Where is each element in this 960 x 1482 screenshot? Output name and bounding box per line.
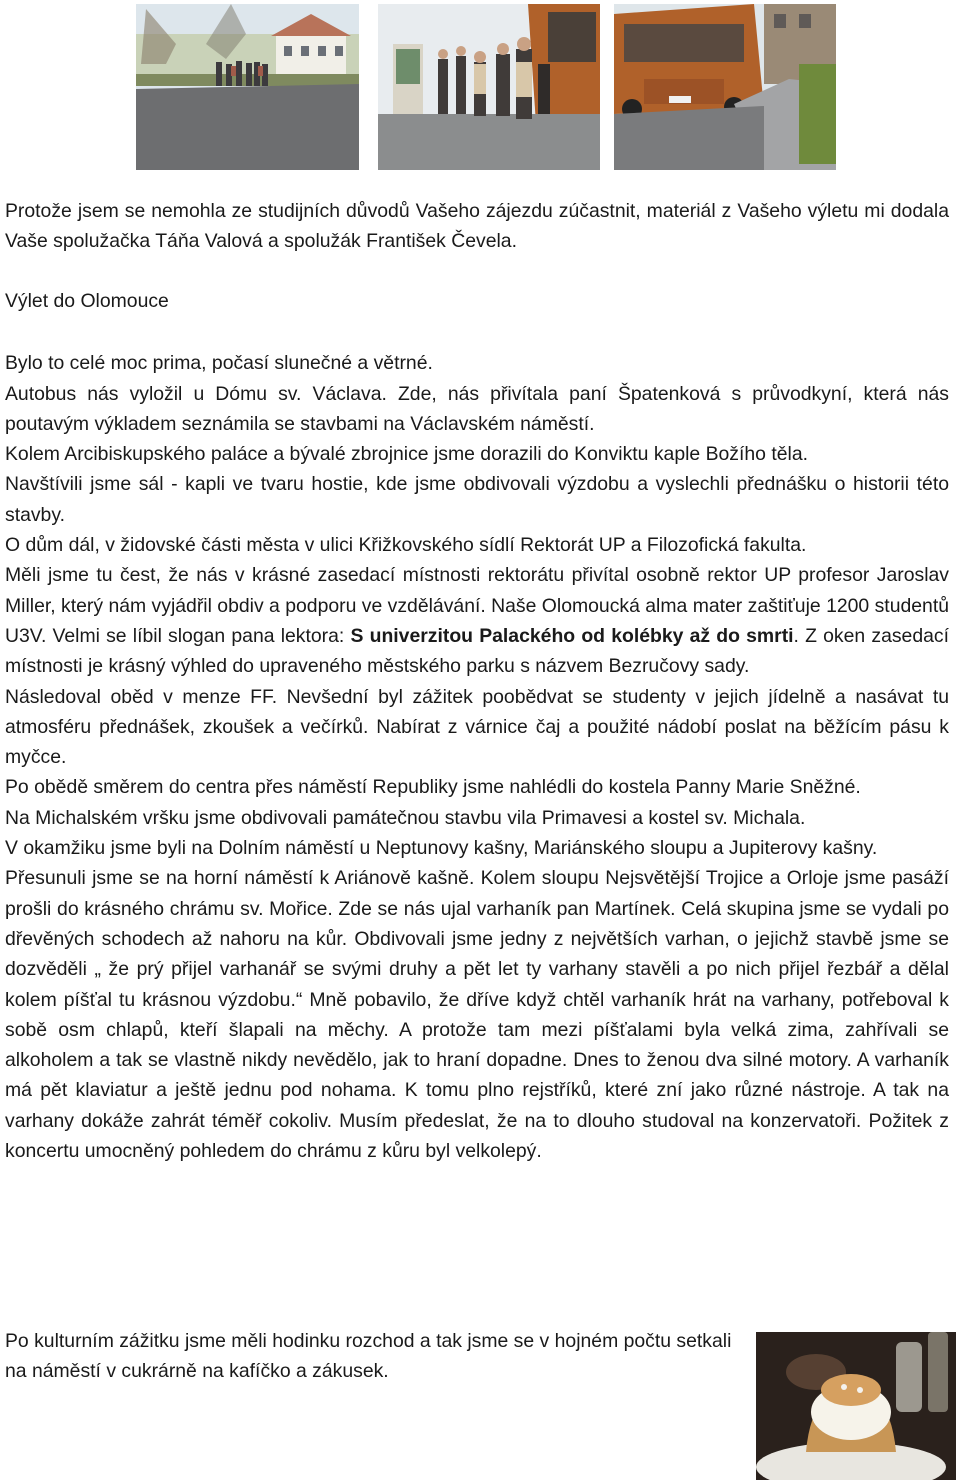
- paragraph-michal-hill: Na Michalském vršku jsme obdivovali památečnou stavbu vila Primavesi a kostel sv. Michala.: [5, 806, 806, 829]
- closing-paragraph: [5, 1326, 745, 1387]
- slogan-text: S univerzitou Palackého od kolébky až do smrti: [350, 624, 794, 647]
- article-body: [5, 286, 949, 1166]
- paragraph-church-snow: Po obědě směrem do centra přes náměstí Republiky jsme nahlédli do kostela Panny Marie Sněžné.: [5, 776, 861, 799]
- paragraph-rector: [5, 560, 949, 681]
- paragraph-lunch: Následoval oběd v menze FF. Nevšední byl zážitek poobědvat se studenty v jejich jídelně a nasávat tu atmosféru přednášek, zkoušek a večírků. Nabírat z várnice čaj a použité nádobí poslat na běžícím pásu k myčce.: [5, 685, 949, 769]
- paragraph-hall: Navštívili jsme sál - kapli ve tvaru hostie, kde jsme obdivovali výzdobu a vyslechli přednášku o historii této stavby.: [5, 473, 949, 526]
- article-title: Výlet do Olomouce: [5, 290, 169, 312]
- paragraph-cathedral: Autobus nás vyložil u Dómu sv. Václava. Zde, nás přivítala paní Špatenková s průvodkyní, která nás poutavým výkladem seznámila se stavbami na Václavském náměstí.: [5, 382, 949, 435]
- photo-group-street: [136, 4, 359, 170]
- paragraph-palace: Kolem Arcibiskupského paláce a bývalé zbrojnice jsme dorazili do Konviktu kaple Božího těla.: [5, 443, 808, 466]
- closing-text: Po kulturním zážitku jsme měli hodinku rozchod a tak jsme se v hojném počtu setkali na náměstí v cukrárně na kafíčko a zákusek.: [5, 1330, 732, 1383]
- photo-bus-boarding: [378, 4, 600, 170]
- rector-text-after: . Z oken zasedací místnosti je krásný výhled do upraveného městského parku s názvem Bezručovy sady.: [5, 624, 949, 678]
- intro-text: Protože jsem se nemohla ze studijních důvodů Vašeho zájezdu zúčastnit, materiál z Vašeho výletu mi dodala Vaše spolužačka Táňa Valová a spolužák František Čevela.: [5, 200, 949, 253]
- photo-bus-street: [614, 4, 836, 170]
- paragraph-weather: Bylo to celé moc prima, počasí slunečné a větrné.: [5, 352, 433, 375]
- rector-text-before: Měli jsme tu čest, že nás v krásné zasedací místnosti rektorátu přivítal osobně rektor UP profesor Jaroslav Miller, který nám vyjádřil obdiv a podporu ve vzdělávání. Naše Olomoucká alma mater zaštiťuje 1200 studentů U3V. Velmi se líbil slogan pana lektora:: [5, 564, 949, 647]
- paragraph-rectorate: O dům dál, v židovské části města v ulici Křižkovského sídlí Rektorát UP a Filozofická fakulta.: [5, 534, 807, 557]
- paragraph-lower-square: V okamžiku jsme byli na Dolním náměstí u Neptunovy kašny, Mariánského sloupu a Jupiterovy kašny.: [5, 837, 878, 860]
- paragraph-organ: Přesunuli jsme se na horní náměstí k Ariánově kašně. Kolem sloupu Nejsvětější Trojice a Orloje jsme pasáží prošli do krásného chrámu sv. Mořice. Zde se nás ujal varhaník pan Martínek. Celá skupina jsme se vydali po dřevěných schodech až nahoru na kůr. Obdivovali jsme jedny z největších varhan, o jejichž stavbě jsme se dozvěděli „ že prý přijel varhanář se svými druhy a pět let ty varhany stavěli a po nich přijel řezbář a dělal kolem píšťal tu krásnou výzdobu.“ Mně pobavilo, že dříve když chtěl varhaník hrát na varhany, potřeboval k sobě osm chlapů, kteří šlapali na měchy. A protože tam mezi píšťalami byla velká zima, zahřívali se alkoholem a tak se vlastně nikdy nevědělo, jak to hraní dopadne. Dnes to ženou dva silné motory. A varhaník má pět klaviatur a ještě jednu pod nohama. K tomu plno rejstříků, které zní jako různé nástroje. A tak na varhany dokáže zahrát téměř cokoliv. Musím předeslat, že na to dlouho studoval na konzervatoři. Požitek z koncertu umocněný pohledem do chrámu z kůru byl velkolepý.: [5, 867, 949, 1163]
- photo-dessert: [756, 1332, 956, 1480]
- intro-paragraph: [5, 196, 949, 257]
